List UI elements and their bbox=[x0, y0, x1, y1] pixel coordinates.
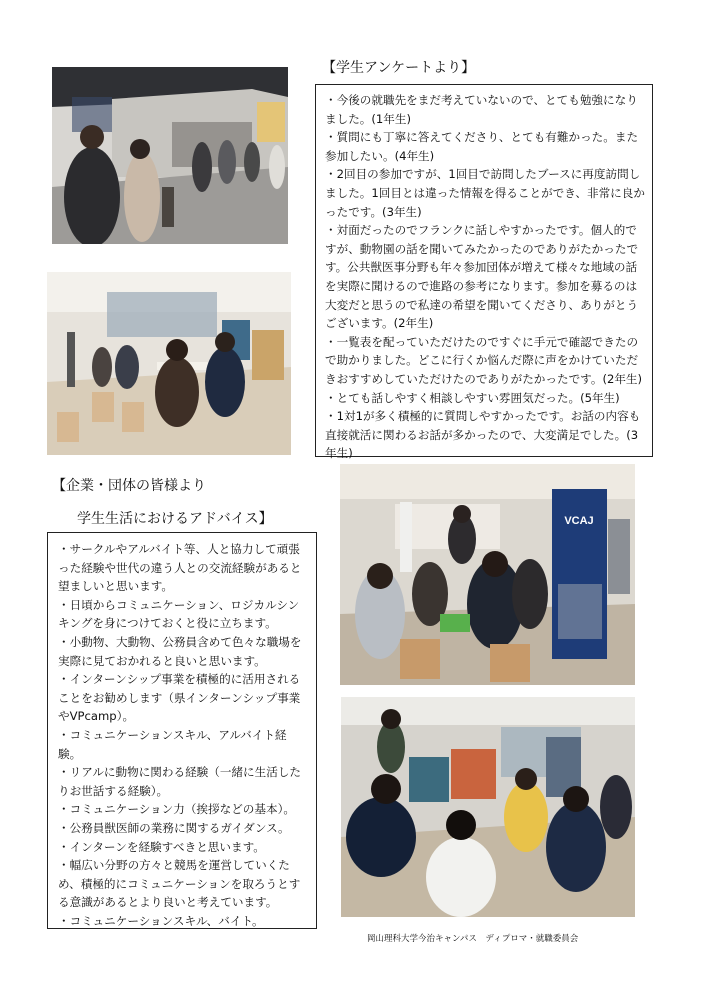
survey-comment: ・2回目の参加ですが、1回目で訪問したブースに再度訪問しました。1回目とは違った情報を得ることができ、非常に良かったです。(3年生) bbox=[325, 167, 645, 219]
advice-item: ・小動物、大動物、公務員含めて色々な職場を実際に見ておかれると良いと思います。 bbox=[58, 634, 302, 668]
survey-comment: ・質問にも丁寧に答えてくださり、とても有難かった。また参加したい。(4年生) bbox=[325, 130, 639, 163]
vcaj-banner-text: VCAJ bbox=[564, 515, 594, 527]
survey-comment: ・1対1が多く積極的に質問しやすかったです。お話の内容も直接就活に関わるお話が多かったので、大変満足でした。(3年生) bbox=[325, 409, 641, 461]
advice-item: ・日頃からコミュニケーション、ロジカルシンキングを身につけておくと役に立ちます。 bbox=[58, 597, 300, 631]
advice-item: ・幅広い分野の方々と競馬を運営していくため、積極的にコミュニケーションを取ろうとする意識があるとより良いと考えています。 bbox=[58, 858, 301, 910]
advice-item: ・サークルやアルバイト等、人と協力して頑張った経験や世代の違う人との交流経験があると望ましいと思います。 bbox=[58, 542, 302, 594]
photo-vcaj-presentation bbox=[340, 464, 635, 685]
photo-booth-tables bbox=[47, 272, 291, 455]
photo-hallway-queue bbox=[52, 67, 288, 244]
survey-comment: ・対面だったのでフランクに話しやすかったです。個人的ですが、動物園の話を聞いてみたかったのでありがたかったです。公共獣医事分野も年々参加団体が増えて様々な地域の話を実際に聞けるので進路の参考になります。参加を募るのは大変だと思うので私達の希望を聞いてくださり、ありがとうございます。(2年生) bbox=[325, 223, 639, 331]
advice-item: ・公務員獣医師の業務に関するガイダンス。 bbox=[58, 820, 290, 835]
advice-item: ・コミュニケーションスキル、アルバイト経験。 bbox=[58, 727, 287, 761]
advice-item: ・コミュニケーション力（挨拶などの基本）。 bbox=[58, 802, 295, 817]
company-advice-box bbox=[47, 532, 317, 929]
company-advice-subheading: 学生生活におけるアドバイス】 bbox=[77, 511, 273, 527]
advice-item: ・インターンシップ事業を積極的に活用されることをお勧めします（県インターンシップ事業やVPcamp）。 bbox=[58, 672, 301, 724]
student-survey-heading: 【学生アンケートより】 bbox=[322, 60, 476, 76]
advice-item: ・コミュニケーションスキル、バイト。 bbox=[58, 913, 264, 928]
survey-comment: ・今後の就職先をまだ考えていないので、とても勉強になりました。(1年生) bbox=[325, 93, 638, 126]
advice-item: ・インターンを経験すべきと思います。 bbox=[58, 839, 265, 854]
survey-comment: ・一覧表を配っていただけたのですぐに手元で確認できたので助かりました。どこに行くか悩んだ際に声をかけていただきおすすめしていただけたのでありがたかったです。(2年生) bbox=[325, 334, 643, 386]
survey-comment: ・とても話しやすく相談しやすい雰囲気だった。(5年生) bbox=[325, 390, 620, 405]
advice-item: ・リアルに動物に関わる経験（一緒に生活したりお世話する経験）。 bbox=[58, 765, 302, 798]
company-advice-heading: 【企業・団体の皆様より bbox=[52, 478, 206, 494]
photo-student-booth bbox=[341, 697, 635, 917]
footer-credit: 岡山理科大学今治キャンパス ディプロマ・就職委員会 bbox=[367, 934, 579, 944]
student-survey-box bbox=[315, 84, 653, 461]
